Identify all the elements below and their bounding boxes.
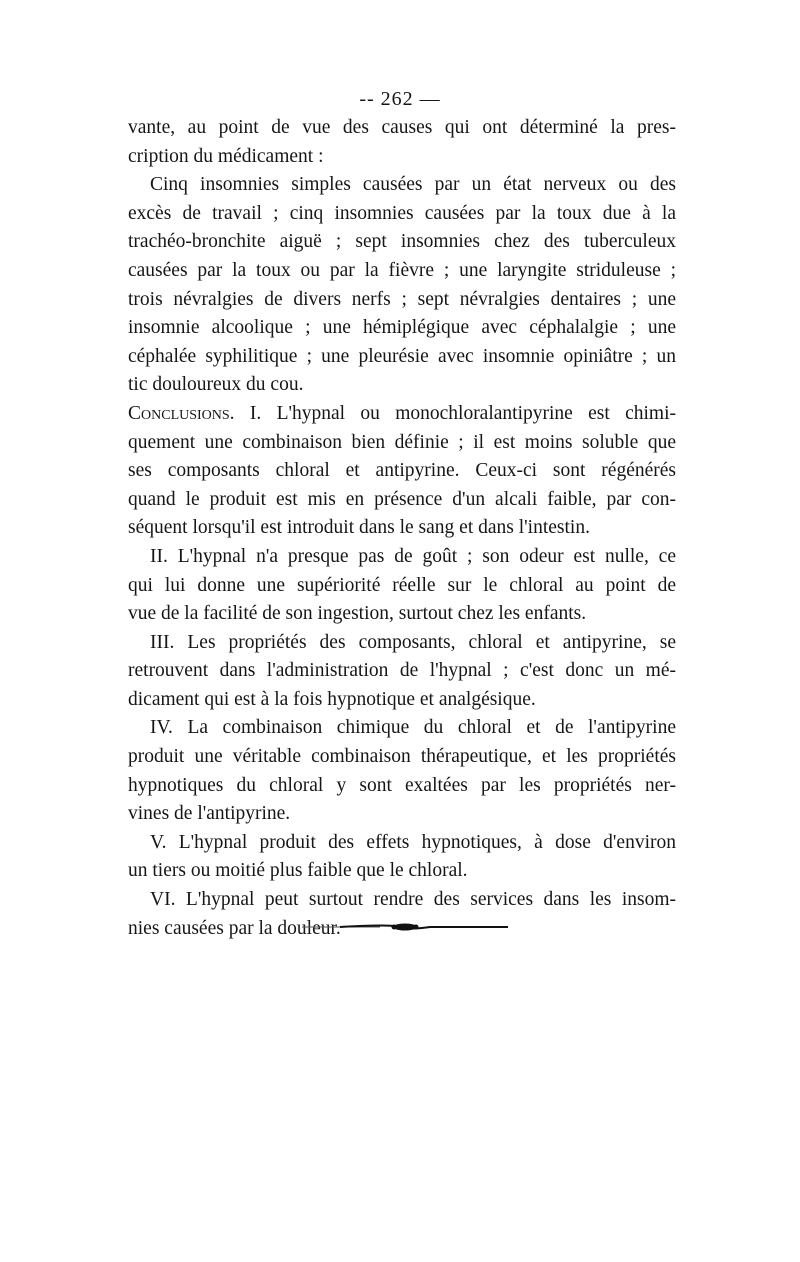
text-line: causées par la toux ou par la fièvre ; une laryngite striduleuse ; bbox=[128, 259, 676, 281]
text-line bbox=[128, 400, 676, 429]
text-line: vines de l'antipyrine. bbox=[128, 803, 291, 825]
text-line: vue de la facilité de son ingestion, surtout chez les enfants. bbox=[128, 603, 587, 625]
text-line: II. L'hypnal n'a presque pas de goût ; son odeur est nulle, ce bbox=[150, 545, 676, 567]
text-line: V. L'hypnal produit des effets hypnotiques, à dose d'environ bbox=[150, 831, 676, 853]
page-number: -- 262 — bbox=[359, 88, 441, 110]
text-line: retrouvent dans l'administration de l'hypnal ; c'est donc un mé- bbox=[128, 660, 676, 682]
text-line: trois névralgies de divers nerfs ; sept névralgies dentaires ; une bbox=[128, 288, 676, 310]
text-line: nies causées par la douleur. bbox=[128, 917, 341, 939]
text-line: IV. La combinaison chimique du chloral et de l'antipyrine bbox=[150, 717, 676, 739]
text-line: tic douloureux du cou. bbox=[128, 374, 304, 396]
text-line: quand le produit est mis en présence d'un alcali faible, par con- bbox=[128, 488, 676, 510]
body-text bbox=[128, 114, 676, 943]
text-line: un tiers ou moitié plus faible que le chloral. bbox=[128, 860, 468, 882]
text-line: séquent lorsqu'il est introduit dans le sang et dans l'intestin. bbox=[128, 517, 590, 539]
text-span: I. L'hypnal ou monochloralantipyrine est chimi- bbox=[249, 402, 676, 424]
text-line: qui lui donne une supériorité réelle sur le chloral au point de bbox=[128, 574, 676, 596]
text-line: vante, au point de vue des causes qui ont déterminé la pres- bbox=[128, 117, 676, 138]
text-line: excès de travail ; cinq insomnies causées par la toux due à la bbox=[128, 202, 676, 224]
conclusions-heading: Conclusions. bbox=[128, 402, 235, 424]
text-line: ses composants chloral et antipyrine. Ceux-ci sont régénérés bbox=[128, 460, 676, 482]
text-line: trachéo-bronchite aiguë ; sept insomnies chez des tuberculeux bbox=[128, 231, 676, 253]
text-line: insomnie alcoolique ; une hémiplégique avec céphalalgie ; une bbox=[128, 317, 676, 339]
end-ornament bbox=[300, 922, 510, 932]
text-line: III. Les propriétés des composants, chloral et antipyrine, se bbox=[150, 631, 676, 653]
text-line: Cinq insomnies simples causées par un état nerveux ou des bbox=[150, 174, 676, 196]
text-line: VI. L'hypnal peut surtout rendre des services dans les insom- bbox=[150, 889, 676, 911]
text-line: cription du médicament : bbox=[128, 145, 324, 167]
text-line: dicament qui est à la fois hypnotique et analgésique. bbox=[128, 688, 536, 710]
text-line: hypnotiques du chloral y sont exaltées par les propriétés ner- bbox=[128, 774, 676, 796]
text-line: céphalée syphilitique ; une pleurésie avec insomnie opiniâtre ; un bbox=[128, 345, 676, 367]
text-line: produit une véritable combinaison thérapeutique, et les propriétés bbox=[128, 746, 676, 768]
text-line: quement une combinaison bien définie ; il est moins soluble que bbox=[128, 431, 676, 453]
